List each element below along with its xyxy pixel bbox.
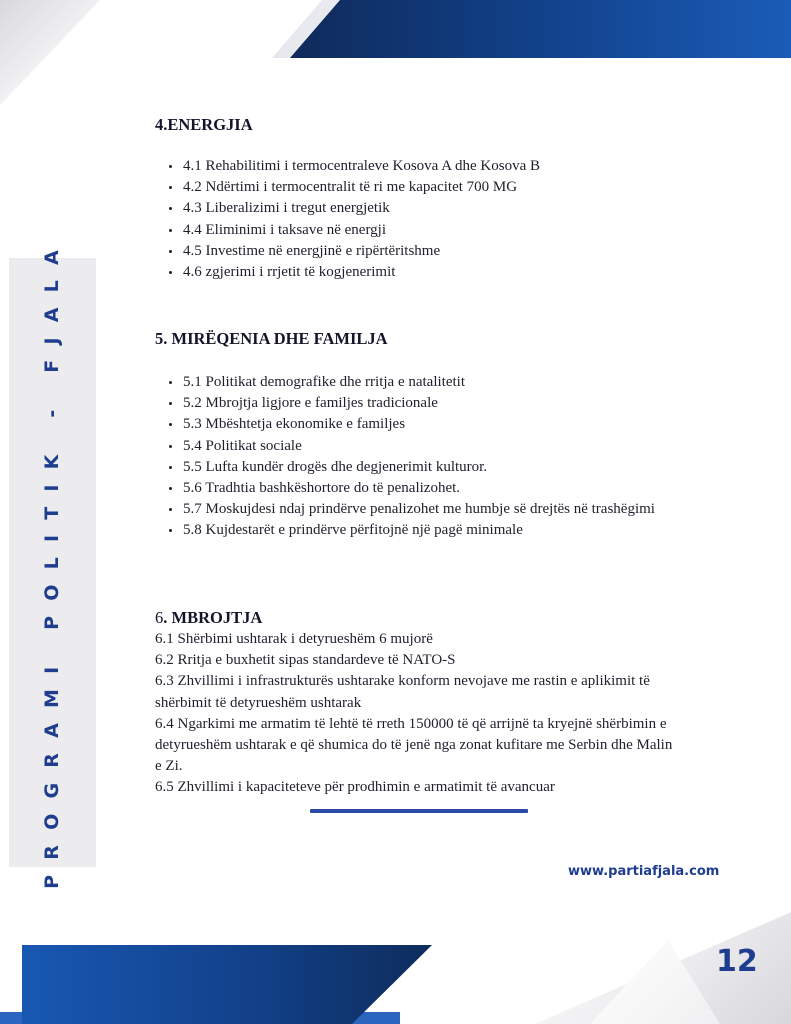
- list-item: • 5.5 Lufta kundër drogës dhe degjenerimit kulturor.: [182, 457, 672, 478]
- page-number: 12: [716, 944, 758, 979]
- section-list-mireqenia: [165, 372, 672, 542]
- paragraph-item: 6.5 Zhvillimi i kapaciteteve për prodhimin e armatimit të avancuar: [155, 779, 555, 796]
- list-item: • 4.5 Investime në energjinë e ripërtëritshme: [182, 241, 672, 262]
- section-number: 6: [155, 608, 164, 627]
- list-item: • 4.3 Liberalizimi i tregut energjetik: [182, 198, 672, 219]
- section-heading-mireqenia: 5. MIRËQENIA DHE FAMILJA: [155, 329, 388, 348]
- corner-decoration-top-left: [0, 0, 100, 105]
- header-blue-band: [290, 0, 791, 58]
- list-item: • 4.2 Ndërtimi i termocentralit të ri me kapacitet 700 MG: [182, 177, 672, 198]
- list-item: • 5.6 Tradhtia bashkëshortore do të penalizohet.: [182, 478, 672, 499]
- section-heading-energjia: 4.ENERGJIA: [155, 115, 253, 134]
- list-item: • 5.8 Kujdestarët e prindërve përfitojnë një pagë minimale: [182, 520, 672, 541]
- website-link[interactable]: www.partiafjala.com: [568, 864, 720, 879]
- list-item: • 5.2 Mbrojtja ligjore e familjes tradicionale: [182, 393, 672, 414]
- side-label: PROGRAMI POLITIK - FJALA: [41, 235, 63, 889]
- list-item: • 5.3 Mbështetja ekonomike e familjes: [182, 414, 672, 435]
- list-item: • 5.7 Moskujdesi ndaj prindërve penalizohet me humbje së drejtës në trashëgimi: [182, 499, 672, 520]
- section-heading-mbrojtja: [155, 608, 262, 628]
- paragraph-item: 6.4 Ngarkimi me armatim të lehtë të rreth 150000 të që arrijnë ta kryejnë shërbimin e detyrueshëm ushtarak e që shumica do të jenë nga zonat kufitare me Serbin dhe Malin e Zi.: [155, 715, 673, 775]
- list-item: • 5.4 Politikat sociale: [182, 436, 672, 457]
- list-item: • 4.4 Eliminimi i taksave në energji: [182, 220, 672, 241]
- section-divider: [310, 809, 528, 813]
- paragraph-item: 6.1 Shërbimi ushtarak i detyrueshëm 6 mujorë: [155, 631, 433, 647]
- paragraph-item: 6.3 Zhvillimi i infrastrukturës ushtarake konform nevojave me rastin e aplikimit të shërbimit të detyrueshëm ushtarak: [155, 673, 650, 711]
- section-title-text: . MBROJTJA: [163, 608, 263, 627]
- section-list-energjia: [165, 156, 672, 283]
- section-paragraphs-mbrojtja: [155, 629, 680, 799]
- list-item: • 5.1 Politikat demografike dhe rritja e natalitetit: [182, 372, 672, 393]
- list-item: • 4.6 zgjerimi i rrjetit të kogjenerimit: [182, 262, 672, 283]
- paragraph-item: 6.2 Rritja e buxhetit sipas standardeve të NATO-S: [155, 652, 456, 669]
- list-item: • 4.1 Rehabilitimi i termocentraleve Kosova A dhe Kosova B: [182, 156, 672, 177]
